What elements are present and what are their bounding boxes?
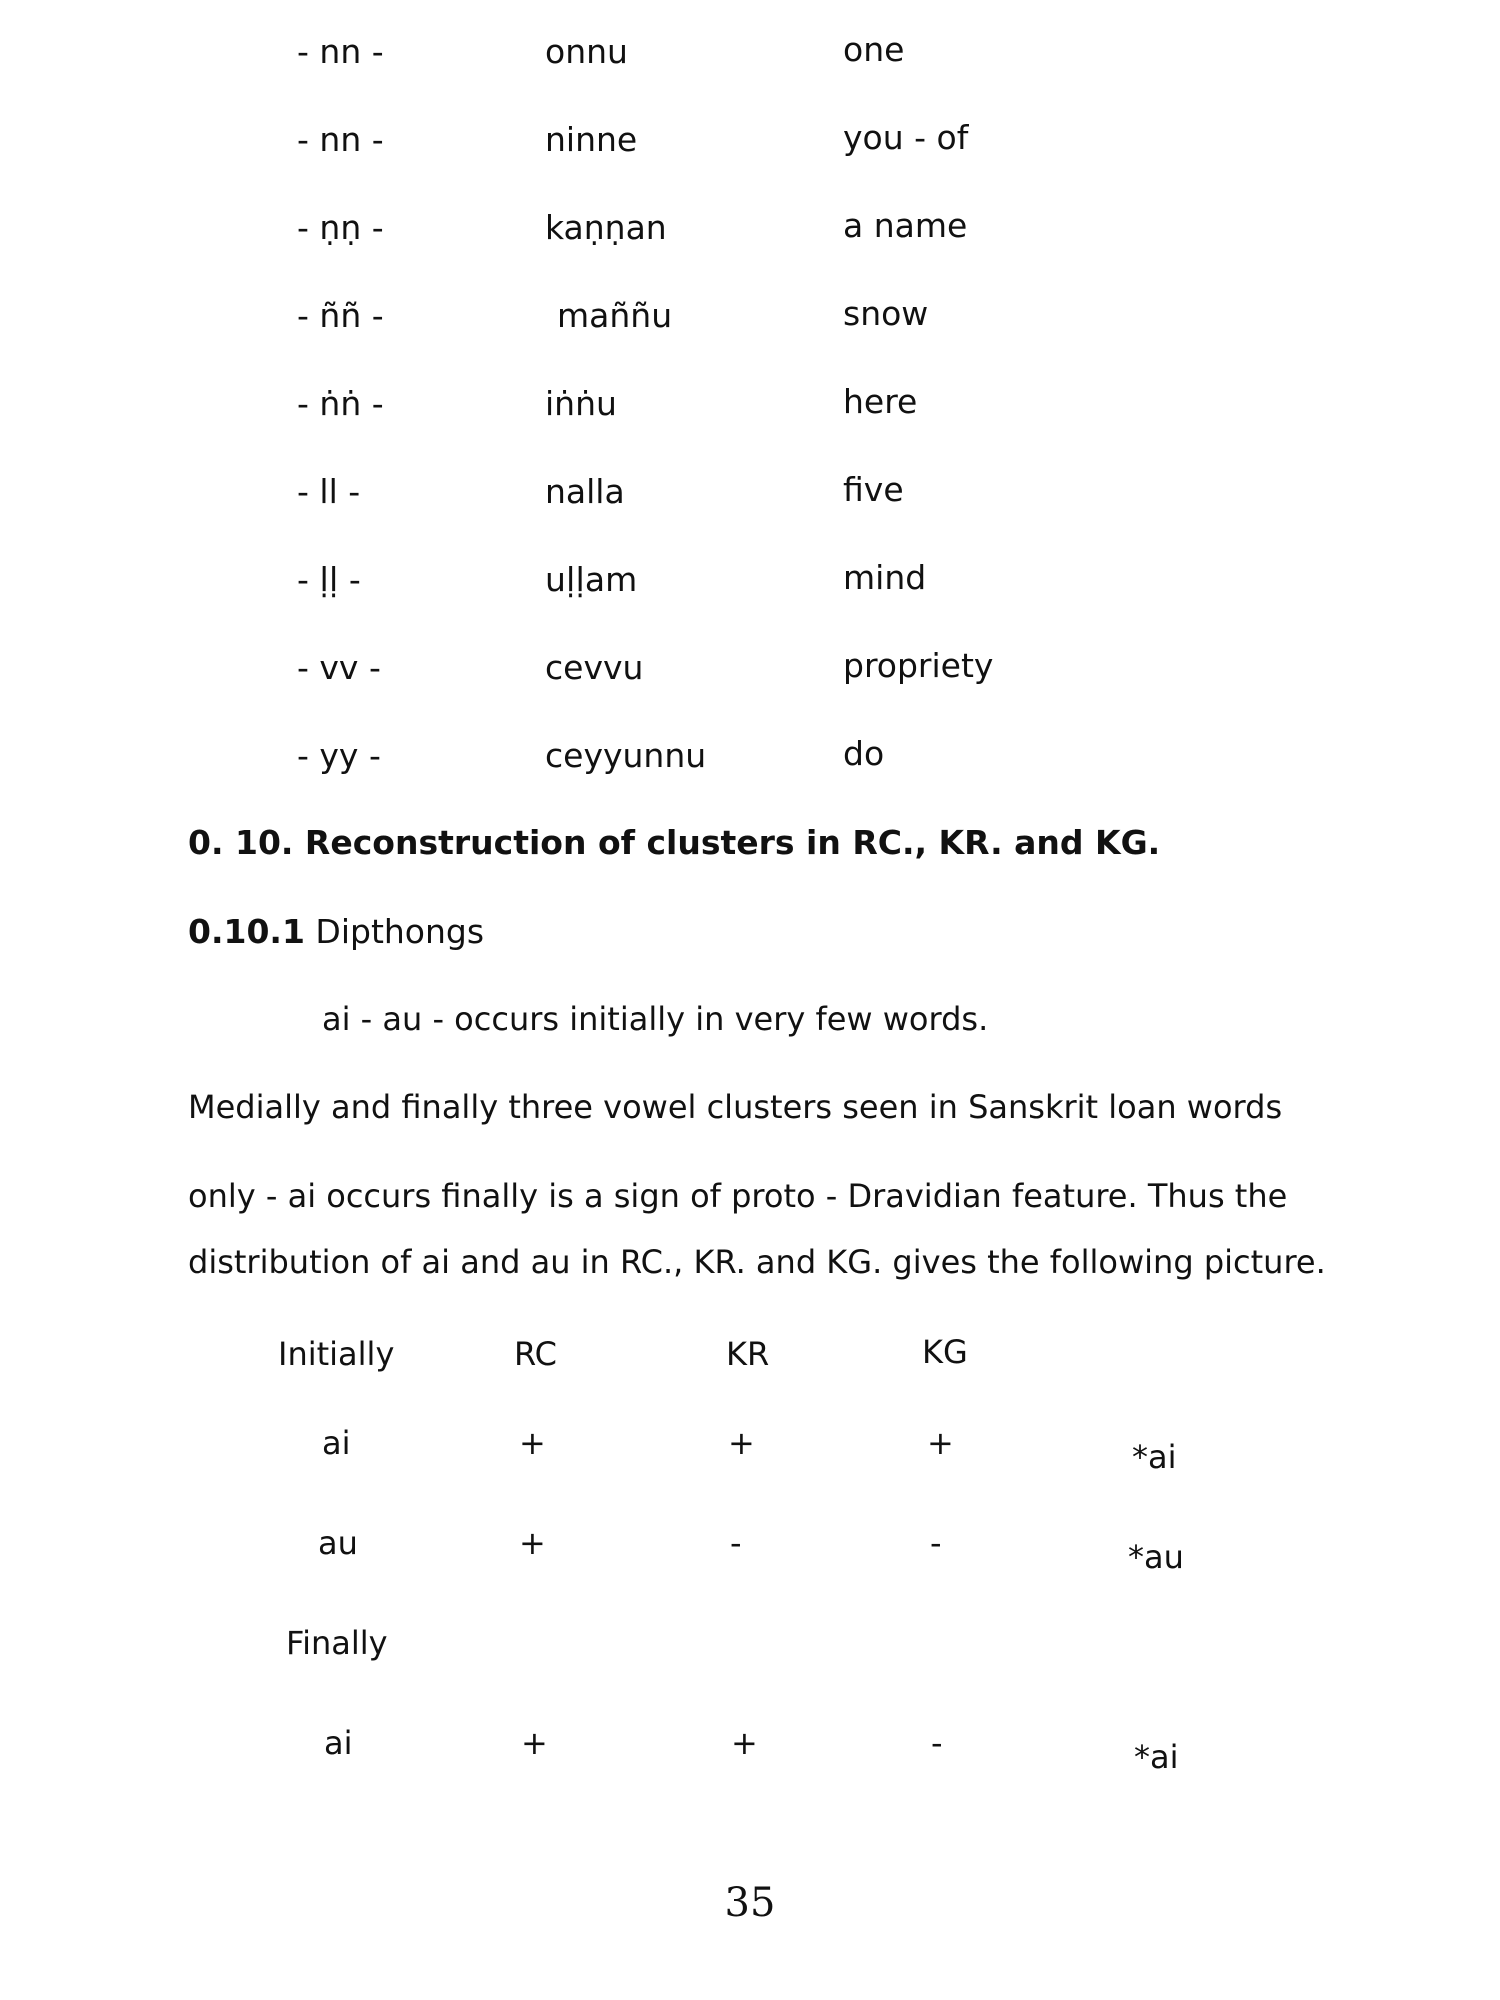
cluster-word: cevvu xyxy=(545,648,644,687)
cluster-label: - nn - xyxy=(297,32,384,71)
section-heading: 0. 10. Reconstruction of clusters in RC., KR. and KG. xyxy=(188,823,1161,862)
paragraph-line: only - ai occurs finally is a sign of proto - Dravidian feature. Thus the xyxy=(188,1177,1288,1215)
cluster-word: ceyyunnu xyxy=(545,736,707,775)
subsection-title: Dipthongs xyxy=(315,912,485,951)
cluster-label: - ṅṅ - xyxy=(297,384,384,423)
cell-rc: + xyxy=(521,1724,548,1762)
cluster-meaning: here xyxy=(843,382,918,421)
cluster-meaning: five xyxy=(843,470,904,509)
cell-kg: - xyxy=(930,1524,942,1562)
paragraph-line: Medially and finally three vowel clusters seen in Sanskrit loan words xyxy=(188,1088,1283,1126)
cell-rc: + xyxy=(519,1524,546,1562)
cluster-meaning: you - of xyxy=(843,118,969,157)
cluster-meaning: do xyxy=(843,734,885,773)
cluster-word: iṅṅu xyxy=(545,384,617,423)
header-rc: RC xyxy=(514,1335,557,1373)
indented-paragraph: ai - au - occurs initially in very few words. xyxy=(322,1000,989,1038)
row-label: au xyxy=(318,1524,358,1562)
cell-proto: *ai xyxy=(1132,1438,1177,1476)
cluster-meaning: propriety xyxy=(843,646,994,685)
cluster-label: - ṇṇ - xyxy=(297,208,384,247)
header-kg: KG xyxy=(922,1333,968,1371)
cluster-meaning: one xyxy=(843,30,905,69)
cluster-meaning: mind xyxy=(843,558,927,597)
cell-kr: + xyxy=(731,1724,758,1762)
row-label: ai xyxy=(322,1424,351,1462)
cluster-meaning: a name xyxy=(843,206,968,245)
paragraph-line: distribution of ai and au in RC., KR. and KG. gives the following picture. xyxy=(188,1243,1326,1281)
page-number: 35 xyxy=(724,1880,776,1926)
cluster-label: - ḷḷ - xyxy=(297,560,361,599)
finally-label: Finally xyxy=(286,1624,388,1662)
cell-proto: *au xyxy=(1128,1538,1184,1576)
cluster-label: - ll - xyxy=(297,472,361,511)
row-label: ai xyxy=(324,1724,353,1762)
cluster-label: - yy - xyxy=(297,736,381,775)
cluster-word: kaṇṇan xyxy=(545,208,667,247)
header-initially: Initially xyxy=(278,1335,395,1373)
subsection-number: 0.10.1 xyxy=(188,912,305,951)
cluster-label: - nn - xyxy=(297,120,384,159)
cell-rc: + xyxy=(519,1424,546,1462)
cluster-label: - vv - xyxy=(297,648,381,687)
cell-kg: - xyxy=(931,1724,943,1762)
cluster-word: nalla xyxy=(545,472,625,511)
cell-proto: *ai xyxy=(1134,1738,1179,1776)
cell-kr: + xyxy=(728,1424,755,1462)
cluster-word: ninne xyxy=(545,120,638,159)
subsection-heading xyxy=(188,912,484,951)
cell-kr: - xyxy=(730,1524,742,1562)
cluster-word: onnu xyxy=(545,32,628,71)
cell-kg: + xyxy=(927,1424,954,1462)
cluster-word: uḷḷam xyxy=(545,560,638,599)
cluster-meaning: snow xyxy=(843,294,929,333)
cluster-word: maññu xyxy=(557,296,673,335)
cluster-label: - ññ - xyxy=(297,296,384,335)
header-kr: KR xyxy=(726,1335,770,1373)
